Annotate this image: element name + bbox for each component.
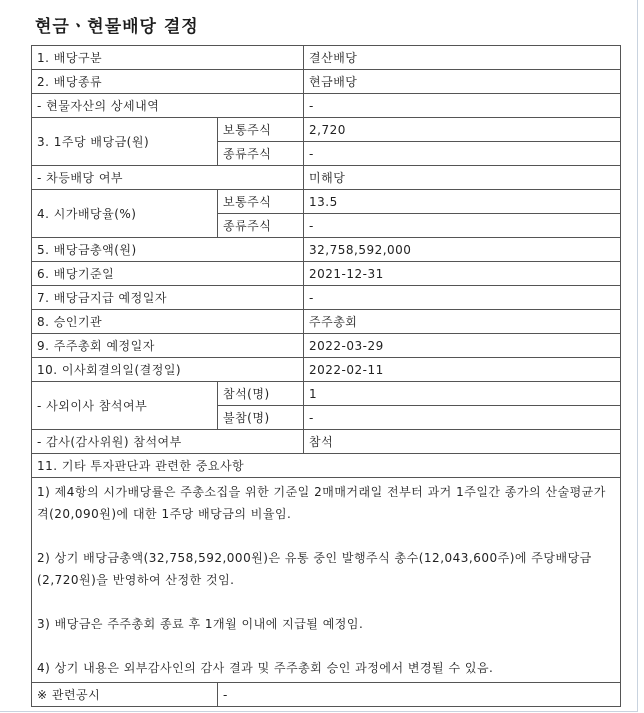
row-label: 7. 배당금지급 예정일자 [32,286,304,310]
row-label: 2. 배당종류 [32,70,304,94]
row-sublabel: 종류주식 [218,142,304,166]
row-value: 32,758,592,000 [304,238,621,262]
row-value: 2022-02-11 [304,358,621,382]
row-label: 1. 배당구분 [32,46,304,70]
row-value: 주주총회 [304,310,621,334]
row-label: 5. 배당금총액(원) [32,238,304,262]
note-item: 4) 상기 내용은 외부감사인의 감사 결과 및 주주총회 승인 과정에서 변경될 수 있음. [37,661,494,675]
row-label: 9. 주주총회 예정일자 [32,334,304,358]
note-item: 1) 제4항의 시가배당률은 주총소집을 위한 기준일 2매매거래일 전부터 과거 1주일간 종가의 산술평균가격(20,090원)에 대한 1주당 배당금의 비율임. [37,485,606,521]
table-row [32,382,621,406]
row-label: 3. 1주당 배당금(원) [32,118,218,166]
row-value: - [218,683,621,707]
note-item: 2) 상기 배당금총액(32,758,592,000원)은 유통 중인 발행주식 총수(12,043,600주)에 주당배당금(2,720원)을 반영하여 산정한 것임. [37,551,592,587]
table-row [32,454,621,478]
table-row [32,118,621,142]
row-value: 2022-03-29 [304,334,621,358]
table-row [32,286,621,310]
row-value: - [304,142,621,166]
row-label: - 감사(감사위원) 참석여부 [32,430,304,454]
notes-row [32,478,621,683]
table-row [32,430,621,454]
row-label: 10. 이사회결의일(결정일) [32,358,304,382]
row-sublabel: 불참(명) [218,406,304,430]
table-row [32,94,621,118]
row-sublabel: 보통주식 [218,190,304,214]
table-row [32,238,621,262]
row-value: 현금배당 [304,70,621,94]
row-label: - 현물자산의 상세내역 [32,94,304,118]
table-row [32,358,621,382]
row-value: 결산배당 [304,46,621,70]
row-label: 4. 시가배당율(%) [32,190,218,238]
table-row [32,46,621,70]
table-row [32,166,621,190]
dividend-table [31,45,621,707]
row-value: 1 [304,382,621,406]
table-row [32,334,621,358]
row-value: - [304,214,621,238]
row-value: 2,720 [304,118,621,142]
table-row [32,190,621,214]
row-label: - 차등배당 여부 [32,166,304,190]
table-row [32,262,621,286]
row-label: ※ 관련공시 [32,683,218,707]
row-value: - [304,406,621,430]
note-item: 3) 배당금은 주주총회 종료 후 1개월 이내에 지급될 예정임. [37,617,364,631]
row-value: 참석 [304,430,621,454]
row-value: 13.5 [304,190,621,214]
row-label: 6. 배당기준일 [32,262,304,286]
row-label: - 사외이사 참석여부 [32,382,218,430]
row-value: - [304,94,621,118]
row-sublabel: 참석(명) [218,382,304,406]
row-sublabel: 보통주식 [218,118,304,142]
row-sublabel: 종류주식 [218,214,304,238]
row-value: 미해당 [304,166,621,190]
notes-cell [32,478,621,683]
table-row [32,683,621,707]
table-row [32,70,621,94]
table-row [32,310,621,334]
row-value: - [304,286,621,310]
row-label: 8. 승인기관 [32,310,304,334]
row-value: 2021-12-31 [304,262,621,286]
row-label: 11. 기타 투자판단과 관련한 중요사항 [32,454,621,478]
page-title: 현금ㆍ현물배당 결정 [35,17,199,37]
